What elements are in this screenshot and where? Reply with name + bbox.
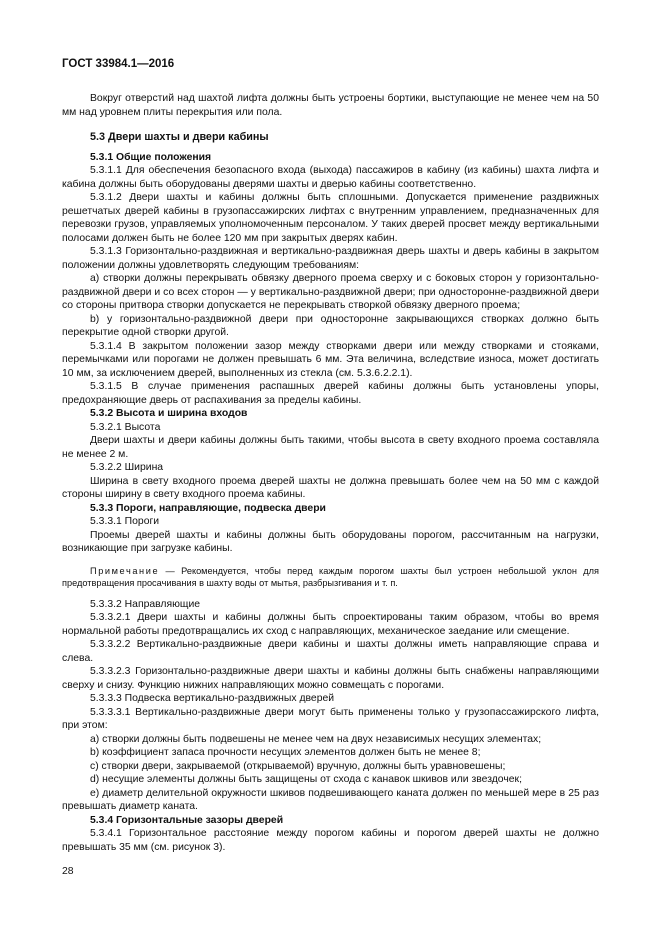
paragraph: 5.3.3.2.2 Вертикально-раздвижные двери кабины и шахты должны иметь направляющие справа и слева. bbox=[62, 639, 599, 664]
list-item: b) коэффициент запаса прочности несущих элементов должен быть не менее 8; bbox=[90, 747, 481, 758]
paragraph: Ширина в свету входного проема дверей шахты не должна превышать более чем на 50 мм с каждой стороны ширину в свету входного проема кабины. bbox=[62, 475, 599, 500]
list-item: с) створки двери, закрываемой (открываемой) вручную, должны быть уравновешены; bbox=[90, 760, 506, 772]
paragraph: Проемы дверей шахты и кабины должны быть оборудованы порогом, рассчитанным на нагрузки, возникающие при загрузке кабины. bbox=[62, 529, 599, 554]
document-header: ГОСТ 33984.1—2016 bbox=[62, 58, 175, 70]
paragraph: 5.3.4.1 Горизонтальное расстояние между порогом кабины и порогом дверей шахты не должно превышать 35 мм (см. рисунок 3). bbox=[62, 828, 599, 853]
paragraph: 5.3.3.2.1 Двери шахты и кабины должны быть спроектированы таким образом, чтобы во время нормальной работы предотвращались их сход с направляющих, механическое заедание или смещение. bbox=[62, 612, 599, 637]
paragraph: 5.3.1.5 В случае применения распашных дверей кабины должны быть установлены упоры, предохраняющие дверь от распахивания за пределы кабины. bbox=[62, 381, 599, 406]
clause-title: 5.3.3.1 Пороги bbox=[90, 516, 160, 527]
paragraph: Двери шахты и двери кабины должны быть такими, чтобы высота в свету входного проема составляла не менее 2 м. bbox=[62, 435, 599, 460]
paragraph: 5.3.1.2 Двери шахты и кабины должны быть сплошными. Допускается применение раздвижных решетчатых дверей кабины в грузопассажирских лифтах с внутренним управлением, предназначенных для перевозки грузов, управляемых уполномоченным персоналом. У таких дверей просвет между вертикальными полосами должен быть не более 120 мм при закрытых дверях кабин. bbox=[62, 192, 599, 244]
subsection-heading: 5.3.1 Общие положения bbox=[90, 151, 212, 163]
subsection-heading: 5.3.3 Пороги, направляющие, подвеска двери bbox=[90, 502, 326, 514]
list-item: а) створки должны быть подвешены не менее чем на двух независимых несущих элементах; bbox=[90, 733, 542, 745]
subsection-heading: 5.3.2 Высота и ширина входов bbox=[90, 408, 248, 419]
clause-title: 5.3.2.2 Ширина bbox=[90, 462, 164, 473]
paragraph: 5.3.1.3 Горизонтально-раздвижная и вертикально-раздвижная дверь шахты и дверь кабины в закрытом положении должны удовлетворять следующим требованиям: bbox=[62, 246, 599, 271]
paragraph: 5.3.3.3.1 Вертикально-раздвижные двери могут быть применены только у грузопассажирского лифта, при этом: bbox=[62, 706, 599, 731]
note-label: Примечание bbox=[90, 565, 160, 576]
document-body bbox=[62, 92, 599, 854]
subsection-heading: 5.3.4 Горизонтальные зазоры дверей bbox=[90, 814, 284, 826]
list-item: а) створки должны перекрывать обвязку дверного проема сверху и с боковых сторон у горизонтально-раздвижной двери и со всех сторон — у вертикально-раздвижной двери; при односторонне-раздвижной двери со стороны притвора створки допускается не перекрывать створкой обвязку дверного проема; bbox=[62, 273, 599, 311]
clause-title: 5.3.2.1 Высота bbox=[90, 421, 161, 433]
paragraph: 5.3.1.4 В закрытом положении зазор между створками двери или между створками и стояками, перемычками или порогами не должен превышать 6 мм. Эта величина, вследствие износа, может достигать 10 мм, за исключением дверей, выполненных из стекла (см. 5.3.6.2.2.1). bbox=[62, 340, 599, 379]
section-heading: 5.3 Двери шахты и двери кабины bbox=[90, 131, 269, 143]
note-text: — Рекомендуется, чтобы перед каждым порогом шахты был устроен небольшой уклон для предотвращения просачивания в шахту воды от мытья, разбрызгивания и т. п. bbox=[62, 565, 599, 588]
paragraph: 5.3.1.1 Для обеспечения безопасного входа (выхода) пассажиров в кабину (из кабины) шахта лифта и кабина должны быть оборудованы дверями шахты и дверью кабины соответственно. bbox=[62, 165, 599, 190]
list-item: d) несущие элементы должны быть защищены от схода с канавок шкивов или звездочек; bbox=[90, 774, 522, 785]
list-item: е) диаметр делительной окружности шкивов подвешивающего каната должен по меньшей мере в 25 раз превышать диаметр каната. bbox=[62, 787, 599, 812]
note bbox=[62, 565, 599, 589]
page-number: 28 bbox=[62, 866, 74, 877]
clause-title: 5.3.3.3 Подвеска вертикально-раздвижных дверей bbox=[90, 693, 335, 704]
list-item: b) у горизонтально-раздвижной двери при односторонне закрывающихся створках должно быть перекрытие одной створки другой. bbox=[62, 313, 599, 338]
paragraph: Вокруг отверстий над шахтой лифта должны быть устроены бортики, выступающие не менее чем на 50 мм над уровнем плиты перекрытия или пола. bbox=[62, 93, 599, 118]
paragraph: 5.3.3.2.3 Горизонтально-раздвижные двери шахты и кабины должны быть снабжены направляющими сверху и снизу. Функцию нижних направляющих можно совмещать с порогами. bbox=[62, 666, 599, 691]
clause-title: 5.3.3.2 Направляющие bbox=[90, 598, 201, 610]
